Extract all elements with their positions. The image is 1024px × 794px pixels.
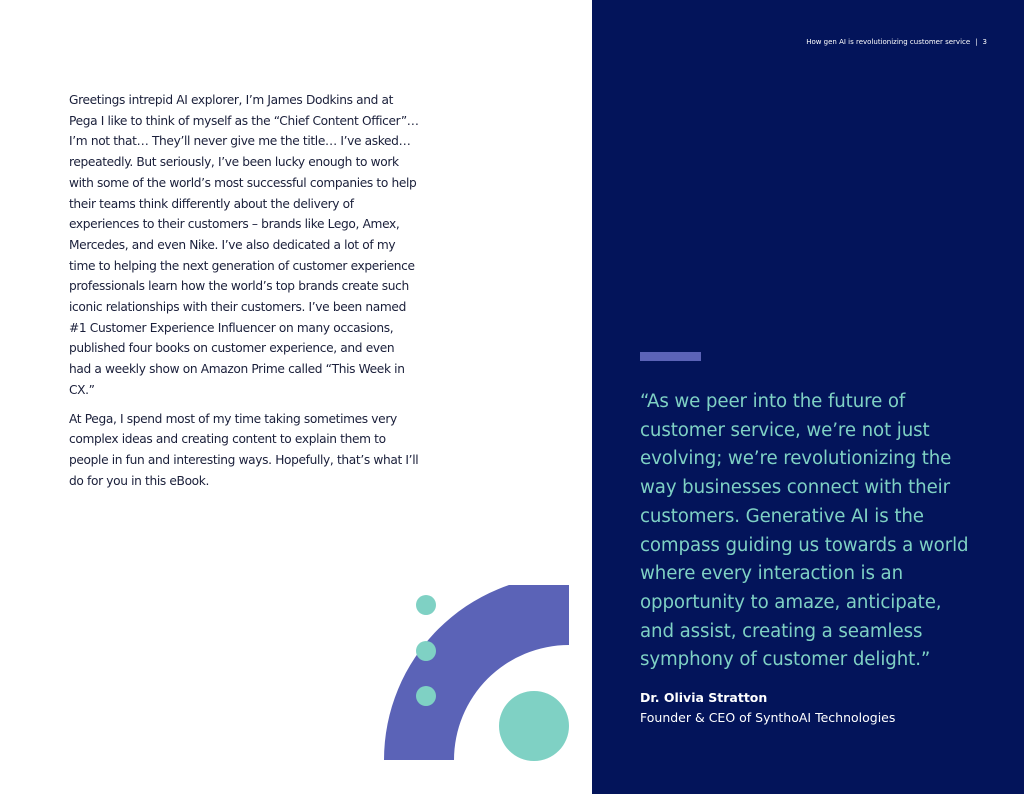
- header-separator: |: [975, 38, 978, 46]
- running-header: [806, 38, 987, 46]
- decorative-dot-2: [416, 641, 436, 661]
- quote-author-name: Dr. Olivia Stratton: [640, 690, 768, 705]
- intro-paragraph-1: Greetings intrepid AI explorer, I’m James Dodkins and at Pega I like to think of myself as the “Chief Content Officer”… I’m not that… They’ll never give me the title… I’ve asked…repeatedly. But seriously, I’ve been lucky enough to work with some of the world’s most successful companies to help their teams think differently about the delivery of experiences to their customers – brands like Lego, Amex, Mercedes, and even Nike. I’ve also dedicated a lot of my time to helping the next generation of customer experience professionals learn how the world’s top brands create such iconic relationships with their customers. I’ve been named #1 Customer Experience Influencer on many occasions, published four books on customer experience, and even had a weekly show on Amazon Prime called “This Week in CX.”: [69, 93, 419, 397]
- quote-author-title: Founder & CEO of SynthoAI Technologies: [640, 710, 896, 725]
- pull-quote: “As we peer into the future of customer service, we’re not just evolving; we’re revolutionizing the way businesses connect with their customers. Generative AI is the compass guiding us towards a world where every interaction is an opportunity to amaze, anticipate, and assist, creating a seamless symphony of customer delight.”: [640, 391, 969, 671]
- quote-accent-bar: [640, 352, 701, 361]
- intro-paragraph-2: At Pega, I spend most of my time taking sometimes very complex ideas and creating content to explain them to people in fun and interesting ways. Hopefully, that’s what I’ll do for you in this eBook.: [69, 411, 419, 488]
- header-title: How gen AI is revolutionizing customer service: [806, 38, 971, 46]
- decorative-dot-1: [416, 595, 436, 615]
- page-number: 3: [982, 38, 987, 46]
- decorative-shapes: [380, 585, 575, 765]
- intro-text: [69, 90, 419, 499]
- decorative-large-circle: [499, 691, 569, 761]
- decorative-dot-3: [416, 686, 436, 706]
